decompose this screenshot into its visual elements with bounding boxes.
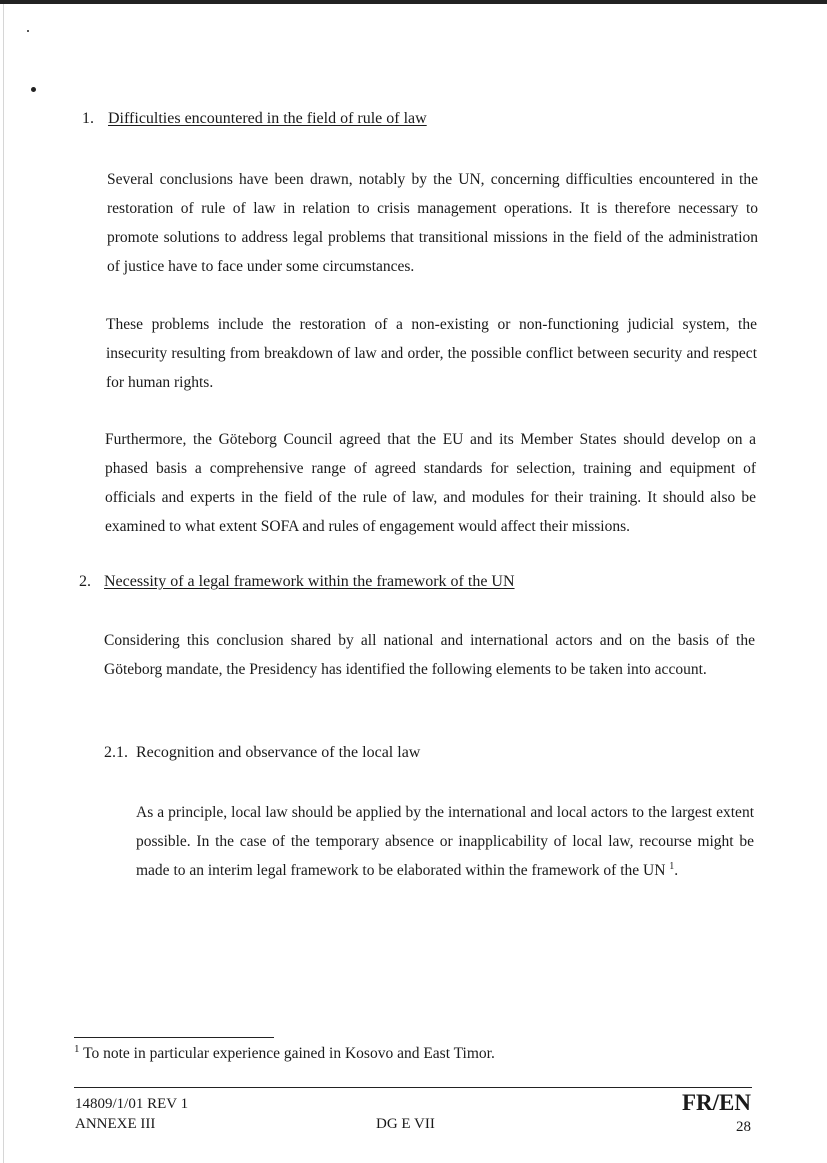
scan-speck [27,30,29,32]
footer-page-number: 28 [736,1119,751,1135]
subsection-2-1-paragraph [136,798,754,885]
subsection-2-1-text: As a principle, local law should be applied by the international and local actors to the largest extent possible. In the case of the temporary absence or inapplicability of local law, recourse might be made to an interim legal framework to be elaborated within the framework of the UN [136,804,754,879]
footer-annex: ANNEXE III [75,1116,156,1132]
footer-languages: FR/EN [682,1090,751,1115]
section-1-title: Difficulties encountered in the field of rule of law [108,110,427,127]
section-1-paragraph-3: Furthermore, the Göteborg Council agreed that the EU and its Member States should develop on a phased basis a comprehensive range of agreed standards for selection, training and equipment of officials and experts in the field of the rule of law, and modules for their training. It should also be examined to what extent SOFA and rules of engagement would affect their missions. [105,431,756,535]
footnote [74,1042,495,1066]
section-1-number: 1. [82,110,94,127]
scan-edge-line [3,4,4,1163]
footer-directorate: DG E VII [376,1116,435,1132]
subsection-2-1-heading [104,743,420,763]
section-1-heading [82,109,427,129]
section-2-heading [79,572,515,592]
top-border-rule [0,0,827,4]
footnote-marker: 1 [74,1042,80,1055]
footnote-text: To note in particular experience gained in Kosovo and East Timor. [83,1045,495,1062]
footer-separator [74,1087,752,1088]
footnote-reference[interactable]: 1 [669,860,675,872]
section-1-paragraph-1: Several conclusions have been drawn, notably by the UN, concerning difficulties encountered in the restoration of rule of law in relation to crisis management operations. It is therefore necessary to promote solutions to address legal problems that transitional missions in the field of the administration of justice have to face under some circumstances. [107,171,758,275]
paragraph-end-punctuation: . [674,862,679,879]
section-1-paragraph-2: These problems include the restoration of a non-existing or non-functioning judicial system, the insecurity resulting from breakdown of law and order, the possible conflict between security and respect for human rights. [106,316,757,391]
footer-document-reference: 14809/1/01 REV 1 [75,1096,189,1112]
subsection-2-1-number: 2.1. [104,744,128,761]
section-2-paragraph: Considering this conclusion shared by all national and international actors and on the basis of the Göteborg mandate, the Presidency has identified the following elements to be taken into account. [104,632,755,678]
punch-hole-mark [31,87,36,92]
section-2-title: Necessity of a legal framework within the framework of the UN [104,573,515,590]
subsection-2-1-title: Recognition and observance of the local law [136,744,421,761]
section-2-number: 2. [79,573,91,590]
footnote-separator [74,1037,274,1038]
